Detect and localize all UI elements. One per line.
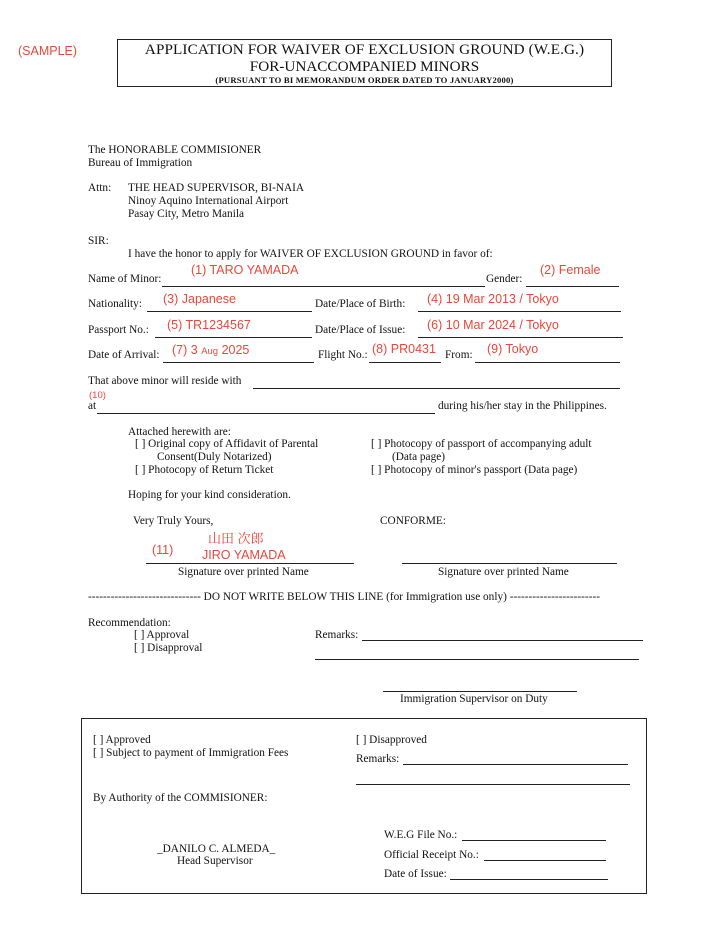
head-supervisor-name: _DANILO C. ALMEDA_ — [157, 843, 276, 855]
arrival-day: (7) 3 — [172, 343, 202, 357]
office-remarks-label: Remarks: — [356, 753, 400, 765]
file-no-label: W.E.G File No.: — [384, 829, 458, 841]
office-remarks-line-2[interactable] — [356, 784, 630, 785]
attachment-return-ticket[interactable]: [ ] Photocopy of Return Ticket — [135, 464, 274, 476]
do-not-write-divider: ------------------------------ DO NOT WRITE BELOW THIS LINE (for Immigration use only) ------------------------ — [88, 591, 600, 603]
addressee-line2: Bureau of Immigration — [88, 157, 193, 169]
date-issue-label: Date of Issue: — [384, 868, 447, 880]
approved-checkbox[interactable]: [ ] Approved — [93, 734, 151, 746]
authority-text: By Authority of the COMMISIONER: — [93, 792, 268, 804]
arrival-month: Aug — [201, 346, 219, 357]
name-label: Name of Minor: — [88, 273, 162, 285]
office-remarks-line-1[interactable] — [403, 764, 628, 765]
form-title-subtitle: (PURSUANT TO BI MEMORANDUM ORDER DATED TO JANUARY2000) — [215, 75, 514, 85]
form-title-line1: APPLICATION FOR WAIVER OF EXCLUSION GROUND (W.E.G.) — [144, 41, 585, 58]
arrival-label: Date of Arrival: — [88, 349, 160, 361]
reside-number: (10) — [89, 390, 106, 401]
attn-line3: Pasay City, Metro Manila — [128, 208, 244, 220]
passport-underline — [155, 337, 312, 338]
from-value[interactable]: (9) Tokyo — [487, 342, 539, 356]
disapproval-checkbox[interactable]: [ ] Disapproval — [134, 642, 203, 654]
attn-label: Attn: — [88, 182, 112, 194]
attachment-adult-passport[interactable]: [ ] Photocopy of passport of accompanying adult — [371, 438, 592, 450]
remarks-line-2[interactable] — [315, 659, 639, 660]
name-value[interactable]: (1) TARO YAMADA — [191, 263, 299, 277]
date-issue-line[interactable] — [450, 879, 608, 880]
intro-text: I have the honor to apply for WAIVER OF EXCLUSION GROUND in favor of: — [128, 248, 493, 260]
flight-label: Flight No.: — [318, 349, 368, 361]
title-box — [117, 39, 612, 87]
approval-checkbox[interactable]: [ ] Approval — [134, 629, 190, 641]
flight-underline — [369, 362, 441, 363]
signature-caption-right: Signature over printed Name — [438, 566, 569, 578]
sample-label: (SAMPLE) — [18, 44, 78, 58]
flight-value[interactable]: (8) PR0431 — [372, 342, 436, 356]
attachment-affidavit-cont: Consent(Duly Notarized) — [157, 451, 272, 463]
attachment-adult-passport-cont: (Data page) — [392, 451, 445, 463]
birth-label: Date/Place of Birth: — [315, 298, 406, 310]
signature-roman: JIRO YAMADA — [202, 548, 286, 562]
form-title-line2: FOR-UNACCOMPANIED MINORS — [249, 58, 480, 75]
reside-label: That above minor will reside with — [88, 375, 242, 387]
arrival-underline — [163, 362, 314, 363]
birth-underline — [418, 311, 621, 312]
from-label: From: — [445, 349, 473, 361]
fees-checkbox[interactable]: [ ] Subject to payment of Immigration Fees — [93, 747, 289, 759]
attachment-affidavit[interactable]: [ ] Original copy of Affidavit of Parental — [135, 438, 319, 450]
signature-caption-left: Signature over printed Name — [178, 566, 309, 578]
nationality-underline — [147, 311, 312, 312]
signature-kanji: 山田 次郎 — [208, 531, 264, 546]
from-underline — [475, 362, 620, 363]
conforme-text: CONFORME: — [380, 515, 446, 527]
attachment-minor-passport[interactable]: [ ] Photocopy of minor's passport (Data page) — [371, 464, 578, 476]
signature-line-left[interactable] — [146, 563, 354, 564]
yours-text: Very Truly Yours, — [133, 515, 214, 527]
arrival-year: 2025 — [218, 343, 250, 357]
passport-label: Passport No.: — [88, 324, 149, 336]
supervisor-caption: Immigration Supervisor on Duty — [400, 693, 548, 705]
reside-underline[interactable] — [253, 388, 620, 389]
remarks-line-1[interactable] — [362, 640, 643, 641]
at-label: at — [88, 400, 97, 412]
birth-value[interactable]: (4) 19 Mar 2013 / Tokyo — [427, 292, 559, 306]
issue-underline — [418, 337, 623, 338]
gender-value[interactable]: (2) Female — [540, 263, 601, 277]
head-supervisor-title: Head Supervisor — [177, 855, 253, 867]
recommendation-label: Recommendation: — [88, 617, 171, 629]
stay-label: during his/her stay in the Philippines. — [438, 400, 607, 412]
file-no-line[interactable] — [462, 840, 606, 841]
attn-line1: THE HEAD SUPERVISOR, BI-NAIA — [128, 182, 305, 194]
nationality-value[interactable]: (3) Japanese — [163, 292, 236, 306]
remarks-label: Remarks: — [315, 629, 359, 641]
name-underline — [162, 286, 485, 287]
nationality-label: Nationality: — [88, 298, 142, 310]
signature-number: (11) — [152, 543, 174, 557]
receipt-label: Official Receipt No.: — [384, 849, 479, 861]
disapproved-checkbox[interactable]: [ ] Disapproved — [356, 734, 427, 746]
issue-label: Date/Place of Issue: — [315, 324, 406, 336]
receipt-line[interactable] — [484, 860, 606, 861]
attachments-heading: Attached herewith are: — [128, 426, 231, 438]
signature-line-right[interactable] — [402, 563, 617, 564]
passport-value[interactable]: (5) TR1234567 — [167, 318, 251, 332]
addressee-line1: The HONORABLE COMMISIONER — [88, 144, 262, 156]
arrival-value[interactable] — [172, 343, 249, 357]
salutation: SIR: — [88, 235, 109, 247]
issue-value[interactable]: (6) 10 Mar 2024 / Tokyo — [427, 318, 559, 332]
gender-underline — [526, 286, 619, 287]
gender-label: Gender: — [486, 273, 523, 285]
supervisor-signature-line[interactable] — [383, 691, 577, 692]
attn-line2: Ninoy Aquino International Airport — [128, 195, 289, 207]
closing-text: Hoping for your kind consideration. — [128, 489, 291, 501]
address-underline[interactable] — [97, 413, 435, 414]
